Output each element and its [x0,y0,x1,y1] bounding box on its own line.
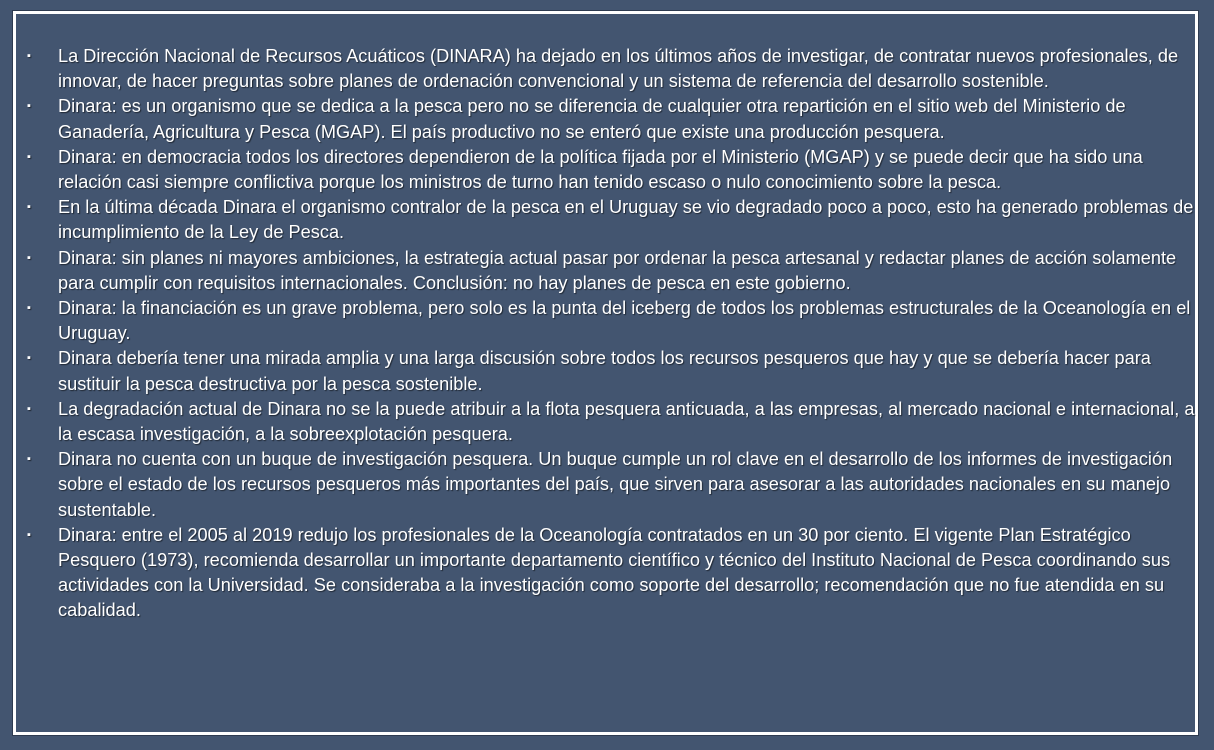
bullet-text: La Dirección Nacional de Recursos Acuáticos (DINARA) ha dejado en los últimos años de investigar, de contratar nuevos profesionales, de innovar, de hacer preguntas sobre planes de ordenación convencional y un sistema de referencia del desarrollo sostenible. [58,46,1179,92]
bullet-item-1 [25,44,1195,94]
bullet-text: Dinara no cuenta con un buque de investigación pesquera. Un buque cumple un rol clave en el desarrollo de los informes de investigación sobre el estado de los recursos pesqueros más importantes del país, que sirven para asesorar a las autoridades nacionales en su manejo sustentable. [58,449,1173,520]
bullet-text: Dinara: en democracia todos los directores dependieron de la política fijada por el Ministerio (MGAP) y se puede decir que ha sido una relación casi siempre conflictiva porque los ministros de turno han tenido escaso o nulo conocimiento sobre la pesca. [58,146,1143,193]
bullet-icon: ▪ [27,100,31,113]
bullet-icon: ▪ [27,402,31,415]
bullet-item-2 [25,94,1195,144]
bullet-item-5 [25,246,1195,296]
bullet-text: Dinara debería tener una mirada amplia y una larga discusión sobre todos los recursos pesqueros que hay y que se debería hacer para sustituir la pesca destructiva por la pesca sostenible. [58,348,1151,394]
bullet-text: La degradación actual de Dinara no se la puede atribuir a la flota pesquera anticuada, a las empresas, al mercado nacional e internacional, a la escasa investigación, a la sobreexplotación pesquera. [58,398,1195,445]
bullet-icon: ▪ [27,50,31,62]
bullet-icon: ▪ [27,302,31,315]
bullet-text: Dinara: la financiación es un grave problema, pero solo es la punta del iceberg de todos los problemas estructurales de la Oceanología en el Uruguay. [58,298,1191,344]
bullet-list [25,44,1195,624]
bullet-text: Dinara: es un organismo que se dedica a la pesca pero no se diferencia de cualquier otra repartición en el sitio web del Ministerio de Ganadería, Agricultura y Pesca (MGAP). El país productivo no se enteró que existe una producción pesquera. [58,96,1126,142]
bullet-icon: ▪ [27,453,31,466]
bullet-item-3 [25,145,1195,195]
bullet-item-10 [25,523,1195,624]
bullet-item-9 [25,447,1195,523]
bullet-item-8 [25,397,1195,447]
bullet-text: En la última década Dinara el organismo contralor de la pesca en el Uruguay se vio degradado poco a poco, esto ha generado problemas de incumplimiento de la Ley de Pesca. [58,197,1194,243]
bullet-icon: ▪ [27,251,31,264]
bullet-text: Dinara: sin planes ni mayores ambiciones, la estrategia actual pasar por ordenar la pesca artesanal y redactar planes de acción solamente para cumplir con requisitos internacionales. Conclusión: no hay planes de pesca en este gobierno. [58,247,1177,293]
bullet-icon: ▪ [27,352,31,365]
bullet-item-4 [25,195,1195,245]
bullet-icon: ▪ [27,150,31,163]
bullet-icon: ▪ [27,528,31,541]
bullet-text: Dinara: entre el 2005 al 2019 redujo los profesionales de la Oceanología contratados en un 30 por ciento. El vigente Plan Estratégico Pesquero (1973), recomienda desarrollar un importante departamento científico y técnico del Instituto Nacional de Pesca coordinando sus actividades con la Universidad. Se consideraba a la investigación como soporte del desarrollo; recomendación que no fue atendida en su cabalidad. [58,524,1171,621]
bullet-item-6 [25,296,1195,346]
bullet-item-7 [25,346,1195,396]
bullet-icon: ▪ [27,201,31,214]
